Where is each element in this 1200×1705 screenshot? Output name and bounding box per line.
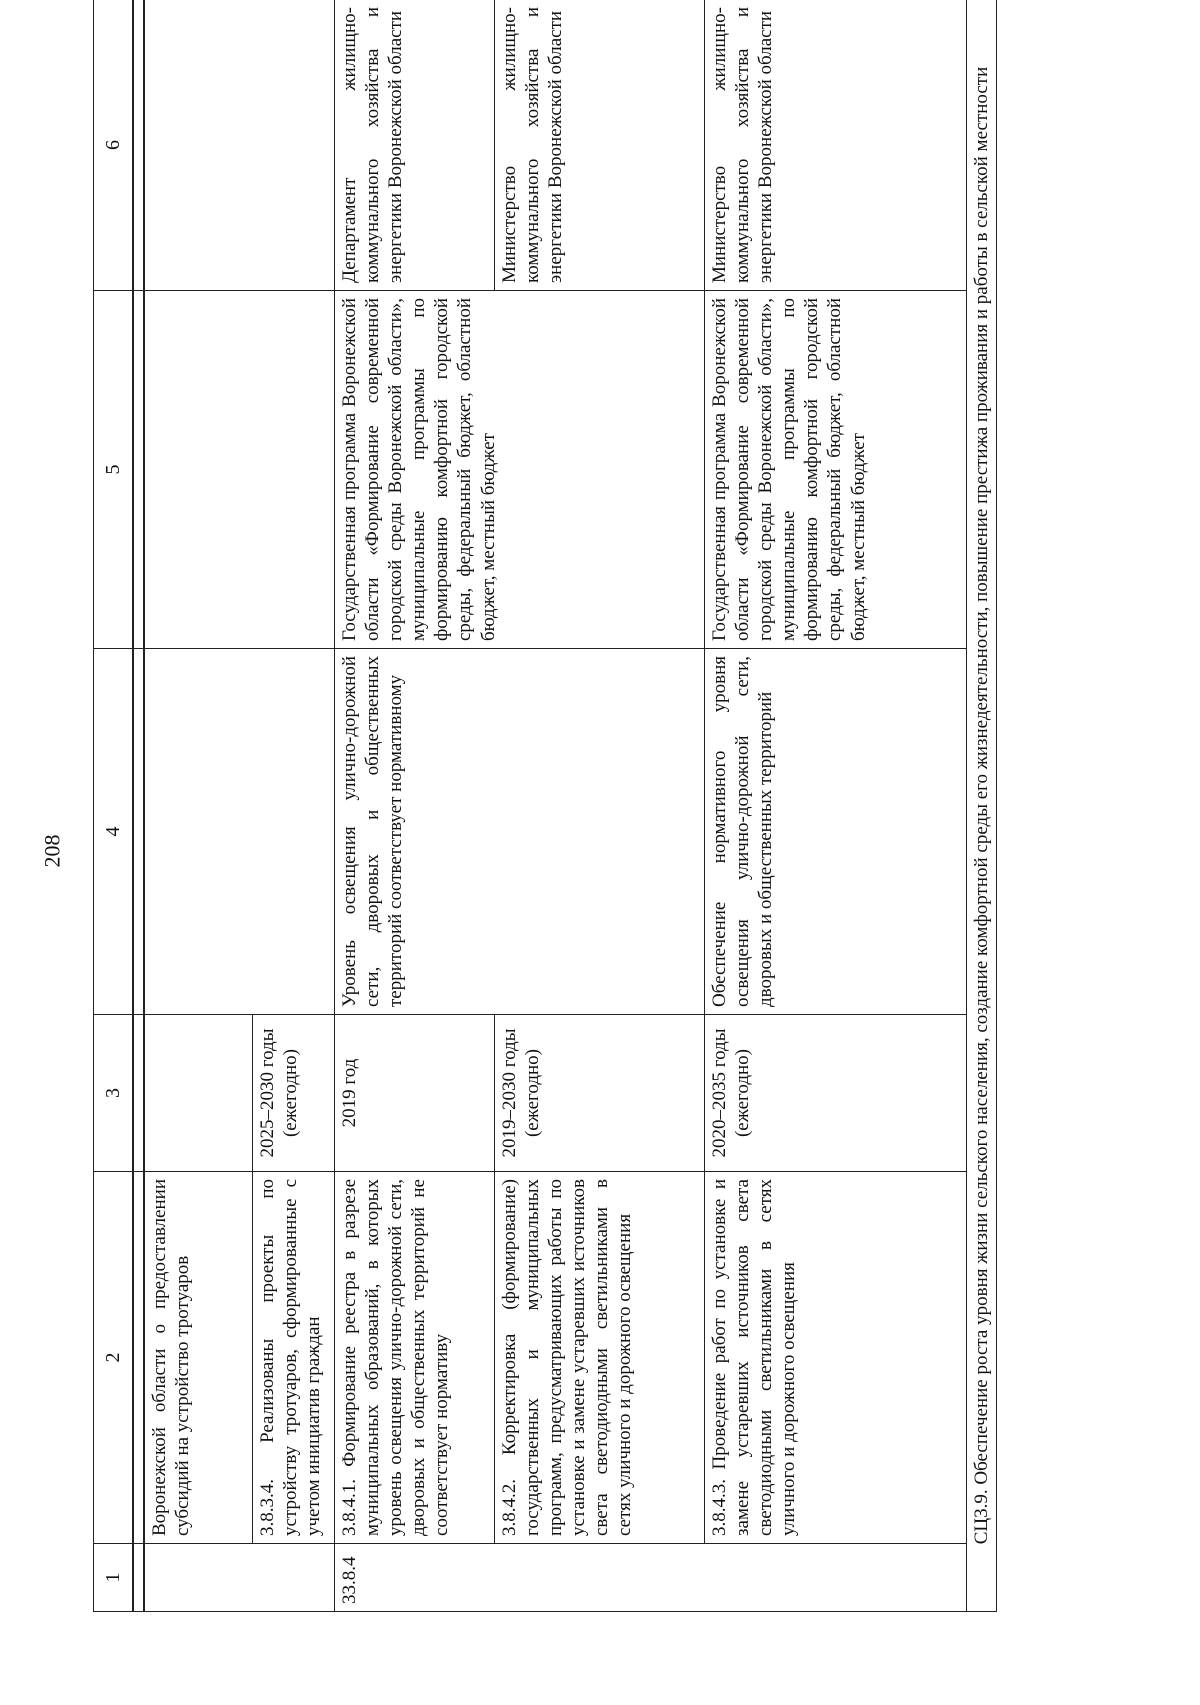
source-cell: Государственная программа Воронежской области «Формирование современной городской среды Воронежской области», муниципальные программы по формированию комфортной городской среды, федеральный бюджет, областной бюджет, местный бюджет xyxy=(704,291,966,649)
result-cell-empty xyxy=(144,649,334,1015)
period-cell: 2025–2030 годы (ежегодно) xyxy=(252,1015,334,1172)
executor-cell: Министерство жилищно-коммунального хозяйства и энергетики Воронежской области xyxy=(704,0,966,291)
summary-cell: СЦ3.9. Обеспечение роста уровня жизни сельского населения, создание комфортной среды его жизнедеятельности, повышение престижа проживания и работы в сельской местности xyxy=(966,0,997,1612)
measure-cell: 3.8.3.4. Реализованы проекты по устройству тротуаров, сформированные с учетом инициатив граждан xyxy=(252,1172,334,1544)
code-cell: 33.8.4 xyxy=(334,1544,966,1612)
executor-cell-empty xyxy=(144,0,334,291)
period-cell-empty xyxy=(144,1015,252,1172)
table-row xyxy=(704,0,966,1612)
measure-cell: Воронежской области о предоставлении субсидий на устройство тротуаров xyxy=(144,1172,252,1544)
period-cell: 2020–2035 годы (ежегодно) xyxy=(704,1015,966,1172)
period-cell: 2019–2030 годы (ежегодно) xyxy=(494,1015,704,1172)
source-cell-empty xyxy=(144,291,334,649)
period-cell: 2019 год xyxy=(334,1015,494,1172)
column-header-2: 2 xyxy=(94,1172,134,1544)
header-row xyxy=(94,0,134,1612)
result-cell: Обеспечение нормативного уровня освещения улично-дорожной сети, дворовых и общественных территорий xyxy=(704,649,966,1015)
table-row xyxy=(144,0,252,1612)
rotated-page-content xyxy=(93,0,1193,1612)
result-cell: Уровень освещения улично-дорожной сети, дворовых и общественных территорий соответствует нормативному xyxy=(334,649,704,1015)
page-number: 208 xyxy=(39,834,65,868)
executor-cell: Департамент жилищно-коммунального хозяйства и энергетики Воронежской области xyxy=(334,0,494,291)
column-header-1: 1 xyxy=(94,1544,134,1612)
column-header-4: 4 xyxy=(94,649,134,1015)
measure-cell: 3.8.4.3. Проведение работ по установке и замене устаревших источников света светодиодными светильниками в сетях уличного и дорожного освещения xyxy=(704,1172,966,1544)
column-header-5: 5 xyxy=(94,291,134,649)
header-gap-row xyxy=(133,0,144,1612)
column-header-6: 6 xyxy=(94,0,134,291)
table-row xyxy=(334,0,494,1612)
column-header-3: 3 xyxy=(94,1015,134,1172)
source-cell: Государственная программа Воронежской области «Формирование современной городской среды Воронежской области», муниципальные программы по формированию комфортной городской среды, федеральный бюджет, областной бюджет, местный бюджет xyxy=(334,291,704,649)
measure-cell: 3.8.4.1. Формирование реестра в разрезе муниципальных образований, в которых уровень освещения улично-дорожной сети, дворовых и общественных территорий не соответствует нормативу xyxy=(334,1172,494,1544)
executor-cell: Министерство жилищно-коммунального хозяйства и энергетики Воронежской области xyxy=(494,0,704,291)
measure-cell: 3.8.4.2. Корректировка (формирование) государственных и муниципальных программ, предусматривающих работы по установке и замене устаревших источников света светодиодными светильниками в сетях уличного и дорожного освещения xyxy=(494,1172,704,1544)
plan-table xyxy=(93,0,997,1612)
summary-row xyxy=(966,0,997,1612)
code-cell-empty xyxy=(144,1544,334,1612)
